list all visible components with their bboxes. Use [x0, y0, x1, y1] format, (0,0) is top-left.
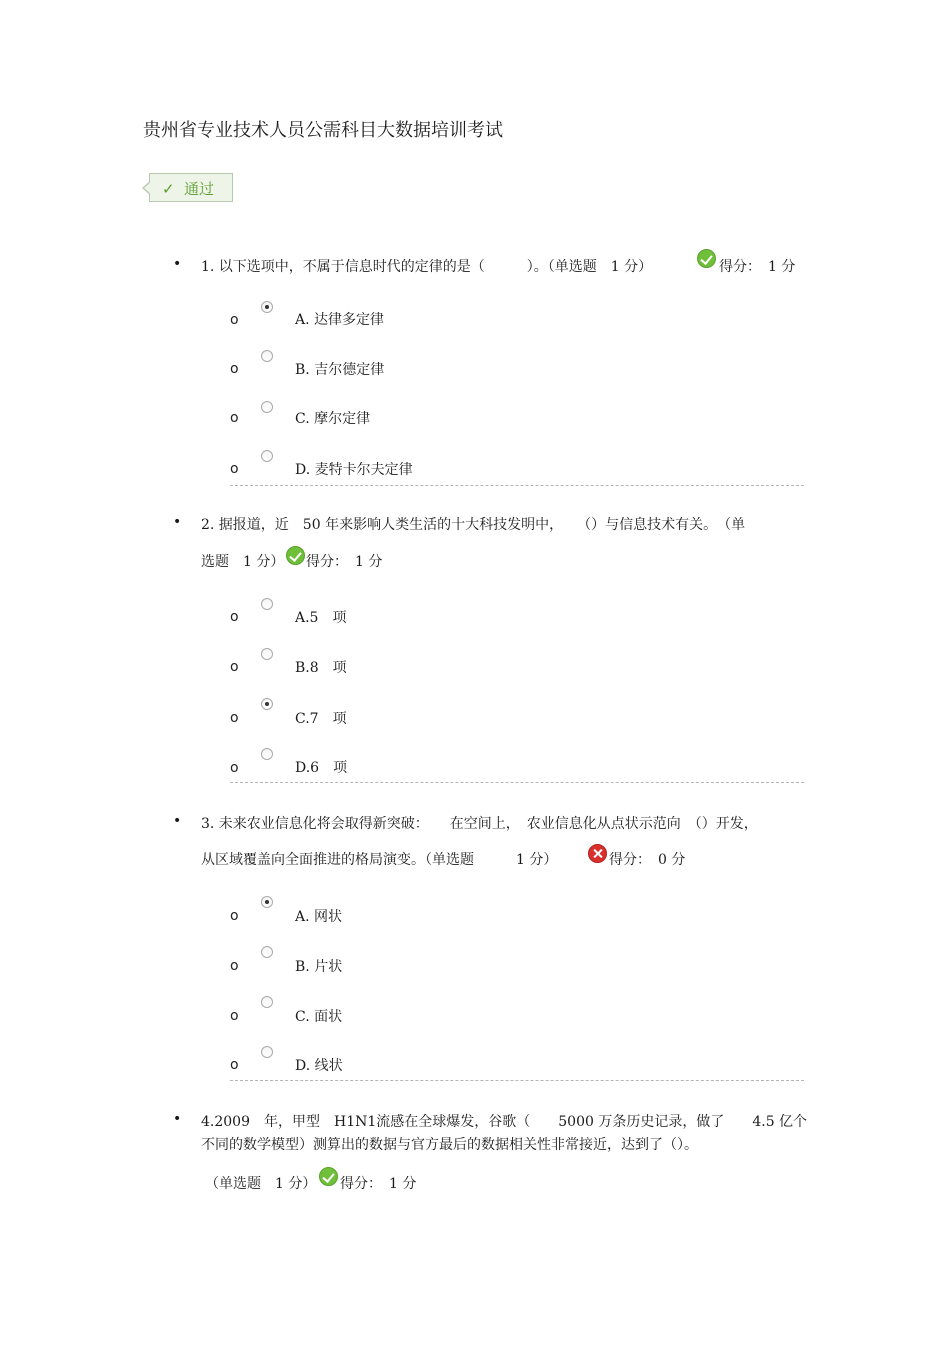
option-bullet: o [230, 361, 239, 377]
option-radio-a[interactable] [261, 598, 273, 610]
option-radio-a[interactable] [261, 301, 273, 313]
question-4-score: 得分： 1 分 [340, 1176, 417, 1192]
option-label-d: D. 线状 [295, 1058, 343, 1074]
question-3-text-line1: 3. 未来农业信息化将会取得新突破： 在空间上， 农业信息化从点状示范向 （）开发， [201, 816, 758, 832]
option-label-b: B.8 项 [295, 660, 347, 676]
question-1-score: 得分： 1 分 [719, 259, 796, 275]
option-bullet: o [230, 461, 239, 477]
option-bullet: o [230, 410, 239, 426]
question-3-score: 得分： 0 分 [609, 852, 686, 868]
option-label-b: B. 片状 [295, 959, 343, 975]
option-radio-d[interactable] [261, 748, 273, 760]
question-4-text-line2: 不同的数学模型）测算出的数据与官方最后的数据相关性非常接近，达到了（）。 [201, 1137, 698, 1153]
option-label-c: C.7 项 [295, 711, 347, 727]
question-bullet: • [173, 1111, 182, 1127]
option-label-d: D.6 项 [295, 760, 348, 776]
pass-badge-label: 通过 [184, 180, 215, 198]
question-separator [230, 1080, 804, 1081]
correct-icon [286, 546, 305, 565]
option-label-d: D. 麦特卡尔夫定律 [295, 462, 413, 478]
badge-notch-inner [144, 182, 151, 194]
option-bullet: o [230, 312, 239, 328]
option-radio-b[interactable] [261, 946, 273, 958]
question-2-score: 得分： 1 分 [306, 554, 383, 570]
question-separator [230, 485, 804, 486]
question-2-text-line1: 2. 据报道，近 50 年来影响人类生活的十大科技发明中， （）与信息技术有关。 （单 [201, 517, 746, 533]
option-radio-b[interactable] [261, 648, 273, 660]
option-bullet: o [230, 710, 239, 726]
question-bullet: • [173, 813, 182, 829]
option-bullet: o [230, 1008, 239, 1024]
option-bullet: o [230, 908, 239, 924]
option-label-a: A. 网状 [295, 909, 343, 925]
option-bullet: o [230, 958, 239, 974]
check-icon: ✓ [162, 180, 175, 198]
incorrect-icon [588, 844, 607, 863]
question-bullet: • [173, 514, 182, 530]
question-2-text-line2: 选题 1 分） [201, 554, 285, 570]
option-radio-c[interactable] [261, 996, 273, 1008]
correct-icon [319, 1167, 338, 1186]
question-bullet: • [173, 256, 182, 272]
page-title: 贵州省专业技术人员公需科目大数据培训考试 [143, 120, 503, 141]
question-4-text-line1: 4.2009 年，甲型 H1N1流感在全球爆发，谷歌（ 5000 万条历史记录，做了 4.5 亿个 [201, 1114, 808, 1130]
option-radio-d[interactable] [261, 1046, 273, 1058]
option-bullet: o [230, 659, 239, 675]
option-radio-d[interactable] [261, 450, 273, 462]
correct-icon [697, 249, 716, 268]
question-4-text-line3: （单选题 1 分） [205, 1176, 317, 1192]
option-radio-c[interactable] [261, 401, 273, 413]
question-3-text-line2: 从区域覆盖向全面推进的格局演变。（单选题 1 分） [201, 852, 558, 868]
option-radio-c[interactable] [261, 698, 273, 710]
option-radio-b[interactable] [261, 350, 273, 362]
question-1-text: 1. 以下选项中，不属于信息时代的定律的是（ ）。（单选题 1 分） [201, 259, 653, 275]
option-label-a: A. 达律多定律 [295, 312, 385, 328]
option-label-b: B. 吉尔德定律 [295, 362, 385, 378]
option-label-c: C. 面状 [295, 1009, 343, 1025]
option-label-a: A.5 项 [295, 610, 347, 626]
option-label-c: C. 摩尔定律 [295, 411, 371, 427]
option-radio-a[interactable] [261, 896, 273, 908]
option-bullet: o [230, 1057, 239, 1073]
option-bullet: o [230, 609, 239, 625]
pass-badge [149, 173, 233, 202]
question-separator [230, 782, 804, 783]
option-bullet: o [230, 760, 239, 776]
